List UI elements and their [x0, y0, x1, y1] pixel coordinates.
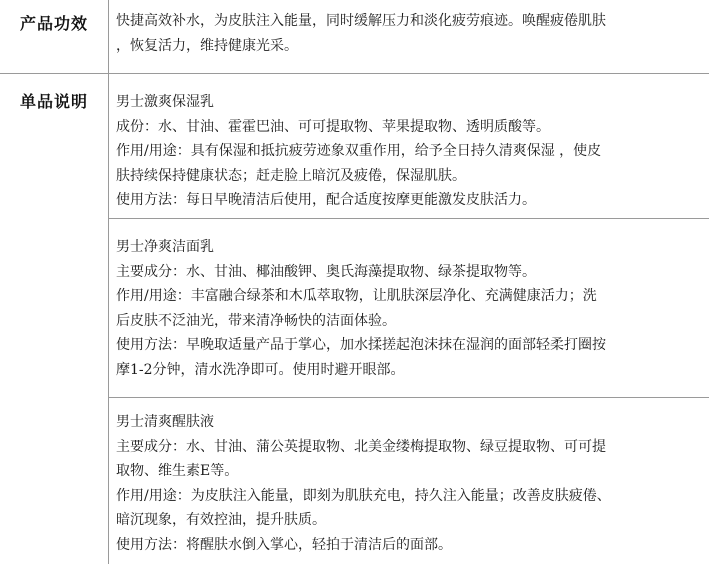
column-divider — [108, 0, 109, 564]
text-line: 作用/用途：具有保湿和抵抗疲劳迹象双重作用，给予全日持久清爽保湿 ，使皮 — [116, 143, 602, 159]
product-divider — [108, 218, 709, 219]
product-divider — [108, 397, 709, 398]
text-line: 后皮肤不泛油光，带来清净畅快的洁面体验。 — [116, 312, 396, 329]
product-block — [116, 410, 706, 557]
text-line: 快捷高效补水，为皮肤注入能量，同时缓解压力和淡化疲劳痕迹。唤醒疲倦肌肤 — [116, 13, 606, 29]
text-line: 取物、维生素E等。 — [116, 463, 239, 479]
text-line: ，恢复活力，维持健康光采。 — [116, 37, 298, 54]
text-line: 暗沉现象，有效控油，提升肤质。 — [116, 512, 326, 528]
efficacy-text — [116, 9, 706, 58]
text-line: 主要成分：水、甘油、蒲公英提取物、北美金缕梅提取物、绿豆提取物、可可提 — [116, 438, 606, 455]
text-line: 使用方法：早晚取适量产品于掌心，加水揉搓起泡沫抹在湿润的面部轻柔打圈按 — [116, 337, 606, 353]
text-line: 成份：水、甘油、霍霍巴油、可可提取物、苹果提取物、透明质酸等。 — [116, 118, 550, 135]
product-block — [116, 235, 706, 382]
product-name: 男士净爽洁面乳 — [116, 239, 214, 255]
description-label: 单品说明 — [19, 92, 88, 111]
product-name: 男士清爽醒肤液 — [116, 414, 214, 430]
text-line: 肤持续保持健康状态；赶走脸上暗沉及疲倦，保湿肌肤。 — [116, 167, 466, 184]
product-block — [116, 90, 706, 213]
text-line: 作用/用途：为皮肤注入能量，即刻为肌肤充电，持久注入能量；改善皮肤疲倦、 — [116, 487, 611, 504]
text-line: 作用/用途：丰富融合绿茶和木瓜萃取物，让肌肤深层净化、充满健康活力；洗 — [116, 288, 597, 304]
efficacy-label: 产品功效 — [19, 14, 88, 33]
text-line: 使用方法：每日早晚清洁后使用，配合适度按摩更能激发皮肤活力。 — [116, 192, 536, 208]
product-name: 男士激爽保湿乳 — [116, 94, 214, 110]
text-line: 摩1-2分钟，清水洗净即可。使用时避开眼部。 — [116, 361, 405, 378]
text-line: 主要成分：水、甘油、椰油酸钾、奥氏海藻提取物、绿茶提取物等。 — [116, 263, 536, 280]
row-divider — [0, 73, 709, 74]
text-line: 使用方法：将醒肤水倒入掌心，轻拍于清洁后的面部。 — [116, 536, 452, 553]
